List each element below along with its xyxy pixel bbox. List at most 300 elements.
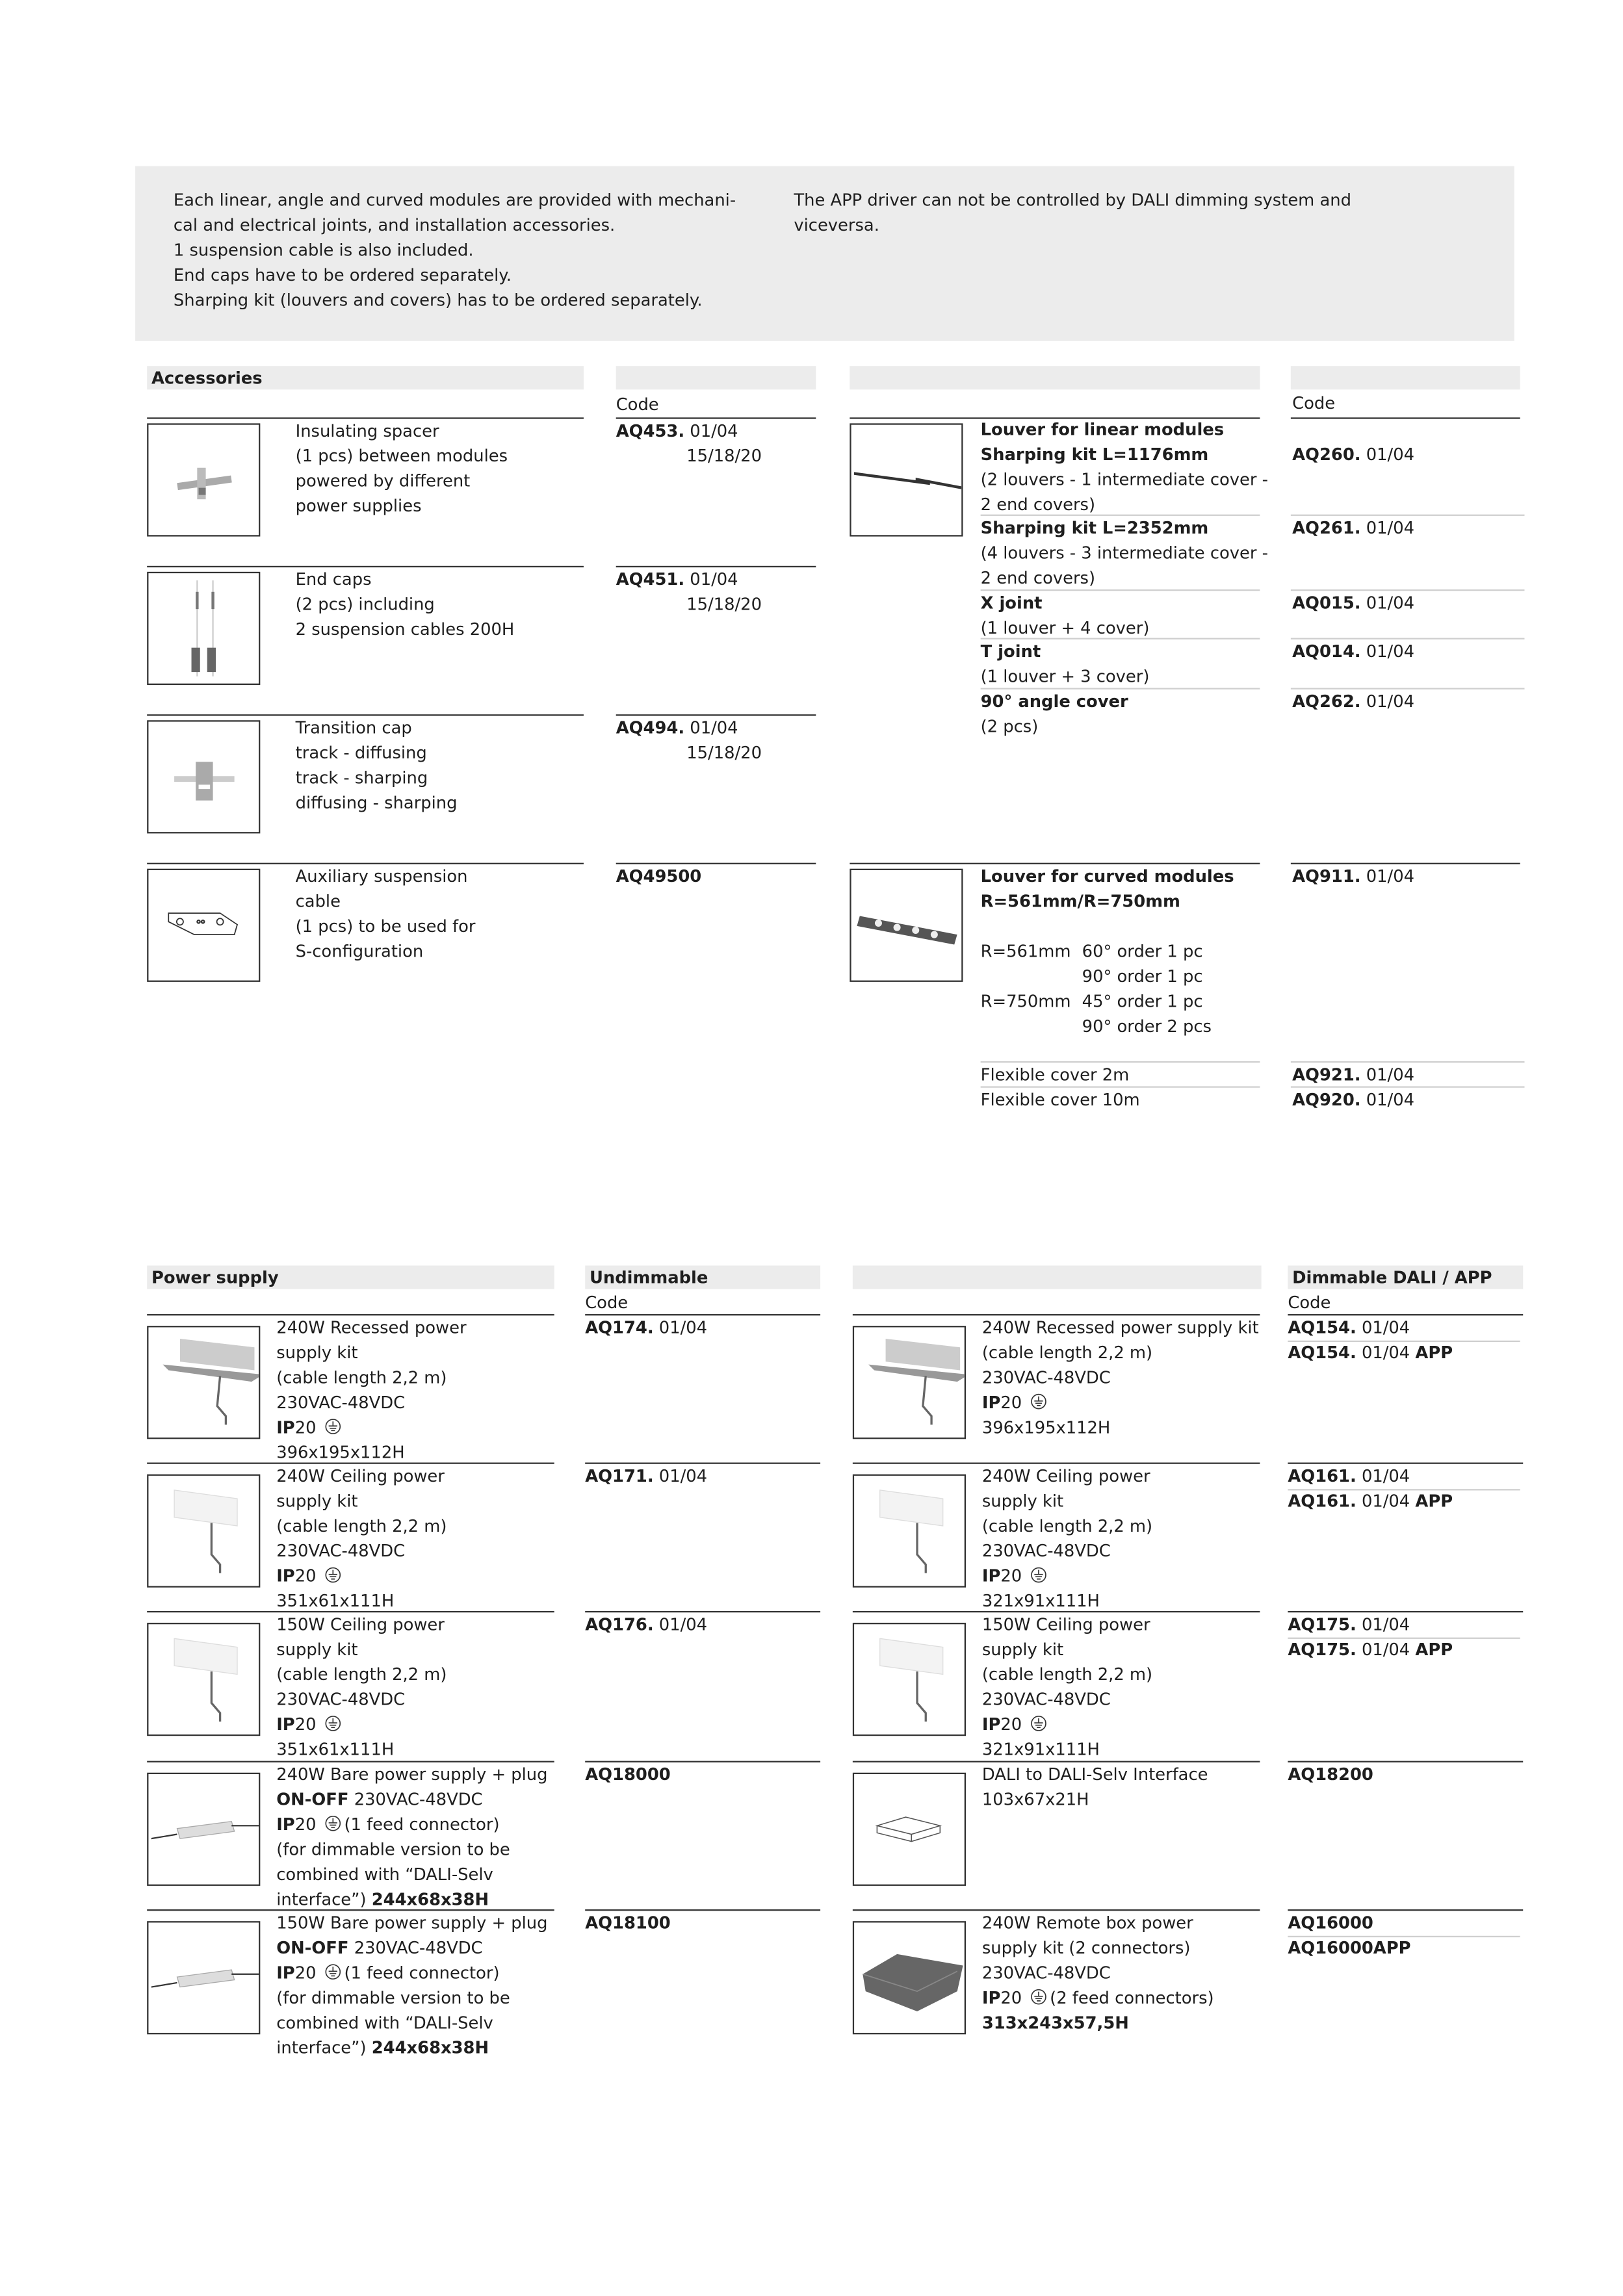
text-line [276,1514,447,1539]
product-image-ceiling-power-supply [853,1623,966,1736]
text-line [1288,1341,1453,1365]
text-line [616,593,762,617]
text-segment: 244x68x38H [371,2037,489,2058]
text-segment: AQ175. [1288,1614,1357,1635]
accessory-description [296,567,515,642]
text-segment: AQ015. [1292,592,1361,613]
product-image-end-caps [147,572,260,685]
text-line [982,1391,1259,1415]
ground-icon [325,1566,341,1582]
text-segment: 01/04 [653,1317,708,1338]
text-segment: AQ176. [585,1614,654,1635]
text-segment: 230VAC-48VDC [276,1540,406,1562]
text-line [296,716,458,740]
text-line [276,1712,447,1737]
text-segment: IP [276,1714,295,1735]
product-image-ceiling-power-supply [853,1475,966,1588]
text-line [1292,1088,1414,1113]
accessory-description [296,419,508,519]
heading-line: R=561mm/R=750mm [980,890,1180,912]
text-segment: 150W Ceiling power [981,1614,1150,1635]
text-segment: 240W Ceiling power [981,1465,1150,1486]
text-line [585,1315,707,1340]
undimmable-code [585,1911,671,1935]
text-line [276,1464,447,1489]
text-segment: 20 [294,1565,317,1586]
text-segment: 15/18/20 [686,742,762,763]
dimmable-code [1288,1464,1453,1514]
text-line [616,444,762,469]
text-segment: track - sharping [295,767,428,788]
text-line [585,1911,671,1935]
louver-kit-code [1292,516,1414,541]
text-line [276,1662,447,1687]
text-line [982,1712,1152,1737]
text-segment: 01/04 [1356,1342,1416,1363]
text-line [616,567,762,592]
text-segment: 20 [294,1417,317,1438]
text-segment: power supplies [295,495,422,516]
louver-kit-description [981,639,1150,690]
text-segment: 230VAC-48VDC [981,1367,1111,1388]
text-line [982,1514,1152,1539]
text-line [1292,690,1414,714]
text-line [296,864,476,889]
text-segment: 01/04 [1356,1317,1410,1338]
curve-radius: R=750mm [980,990,1071,1012]
text-segment: (1 pcs) to be used for [295,916,476,936]
text-line [981,591,1150,615]
text-segment: 230VAC-48VDC [348,1937,483,1958]
text-segment: diffusing - sharping [295,792,458,813]
text-segment: AQ921. [1292,1064,1361,1085]
accessory-description [296,864,476,964]
text-segment: 01/04 [1360,866,1414,886]
louver-curved-code [1292,864,1414,889]
text-line [982,1787,1208,1812]
text-segment: (1 pcs) between modules [295,445,508,466]
text-segment: 230VAC-48VDC [981,1688,1111,1710]
intro-text-line: The APP driver can not be controlled by DALI dimming system and [794,189,1351,211]
text-line [276,1612,447,1637]
text-line [1288,1489,1453,1514]
text-segment: IP [276,1565,295,1586]
text-line [296,791,458,816]
text-segment: (1 louver + 3 cover) [980,665,1150,687]
text-line [616,741,762,766]
text-line [982,1315,1259,1340]
text-segment: 20 [1000,1714,1022,1735]
text-line [982,1936,1214,1961]
product-image-transition-cap [147,720,260,833]
intro-text-line: cal and electrical joints, and installation accessories. [173,214,616,235]
text-segment: AQ260. [1292,444,1361,465]
text-segment: AQ494. [616,717,685,738]
curve-order: 90° order 1 pc [1082,966,1203,987]
louver-curved-heading [981,864,1234,914]
flexible-cover-label: Flexible cover 2m [980,1064,1130,1085]
text-segment: interface”) [276,1889,372,1910]
flexible-cover-label: Flexible cover 10m [980,1089,1140,1110]
text-line [585,1612,707,1637]
text-segment: supply kit [276,1638,358,1660]
undimmable-code [585,1762,671,1787]
text-segment: 90° angle cover [980,691,1128,712]
intro-notes-box [135,166,1514,341]
text-segment: AQ18100 [585,1912,671,1933]
text-segment: (cable length 2,2 m) [981,1515,1153,1536]
power-supply-description [276,1762,547,1913]
text-line [982,1464,1152,1489]
text-segment: 230VAC-48VDC [348,1788,483,1810]
text-line [981,690,1128,714]
dimmable-code [1288,1911,1410,1961]
ground-icon [1031,1392,1047,1408]
text-segment: AQ174. [585,1317,654,1338]
louver-kit-code [1292,690,1414,714]
power-supply-description [982,1315,1259,1440]
text-line [276,1887,547,1912]
intro-text-line: Sharping kit (louvers and covers) has to be ordered separately. [173,289,703,311]
text-line [296,567,515,592]
text-line [1292,591,1414,615]
text-segment: Auxiliary suspension [295,866,468,886]
text-segment: IP [276,1417,295,1438]
dimmable-code [1288,1612,1453,1662]
louver-kit-code [1292,591,1414,615]
text-line [276,1589,447,1614]
text-segment: AQ262. [1292,691,1361,712]
text-line [1292,639,1414,664]
text-line [982,1589,1152,1614]
text-segment: 230VAC-48VDC [981,1540,1111,1562]
text-line [296,914,476,939]
text-line [276,1936,547,1961]
text-segment: IP [981,1391,1001,1413]
louver-kit-description [981,591,1150,641]
text-line [296,939,476,964]
power-right-band [853,1265,1262,1289]
text-segment: (2 pcs) including [295,593,435,615]
text-segment: 240W Recessed power [276,1317,467,1338]
power-supply-description [982,1762,1208,1812]
text-line [276,1564,447,1589]
text-segment: 150W Bare power supply + plug [276,1912,548,1933]
text-line [1288,1315,1453,1340]
text-line [1288,1638,1453,1662]
text-segment: 230VAC-48VDC [276,1688,406,1710]
text-line [982,1539,1152,1564]
text-segment: 240W Recessed power supply kit [981,1317,1259,1338]
text-segment: AQ261. [1292,517,1361,538]
product-image-auxiliary-cable [147,869,260,982]
text-segment: 01/04 [684,569,738,589]
text-segment: 01/04 [653,1465,708,1486]
text-line [982,1489,1152,1514]
text-line [276,1911,547,1935]
text-segment: 313x243x57,5H [981,2012,1129,2033]
ground-icon [325,1814,341,1830]
text-segment: AQ451. [616,569,685,589]
product-image-louver-curved [850,869,963,982]
product-image-louver-linear [850,423,963,536]
text-segment: 2 end covers) [980,567,1096,588]
text-segment: (cable length 2,2 m) [276,1515,447,1536]
text-line [276,1863,547,1887]
text-line [296,741,458,766]
code-column-header: Code [1292,392,1336,413]
text-segment: 01/04 [1360,641,1414,662]
text-segment: AQ49500 [616,866,702,886]
text-segment: AQ154. [1288,1342,1357,1363]
text-segment: AQ911. [1292,866,1361,886]
text-line [981,516,1268,541]
text-line [276,1415,466,1440]
text-segment: (cable length 2,2 m) [276,1664,447,1685]
text-line [276,1837,547,1862]
text-segment: supply kit [276,1490,358,1512]
text-segment: APP [1415,1490,1453,1512]
text-segment: cable [295,890,341,912]
text-segment: 01/04 [1360,444,1414,465]
text-line [982,1961,1214,1985]
text-segment: 240W Ceiling power [276,1465,445,1486]
power-supply-description [276,1612,447,1762]
text-segment: (for dimmable version to be [276,1838,510,1860]
accessory-description [296,716,458,816]
dimmable-code [1288,1315,1453,1365]
divider [1291,417,1520,419]
text-segment: (cable length 2,2 m) [276,1367,447,1388]
text-segment: 01/04 [1356,1614,1410,1635]
intro-notes-right [794,188,1351,239]
text-segment: AQ171. [585,1465,654,1486]
undimmable-code [585,1612,707,1637]
text-segment: AQ453. [616,420,685,441]
text-segment: APP [1415,1638,1453,1660]
flexible-cover-code [1292,1063,1414,1087]
louver-kit-code [1292,639,1414,664]
text-segment: 240W Remote box power [981,1912,1193,1933]
text-segment: track - diffusing [295,742,427,763]
intro-notes-left [174,188,736,313]
product-image-ceiling-power-supply [147,1623,260,1736]
text-segment: 01/04 [1360,592,1414,613]
text-segment: AQ161. [1288,1490,1357,1512]
product-image-bare-power-supply [147,1921,260,2034]
text-line [1288,1612,1453,1637]
text-segment: supply kit [981,1638,1064,1660]
power-supply-description [276,1464,447,1614]
text-segment: Transition cap [295,717,412,738]
text-segment: 321x91x111H [981,1738,1100,1760]
text-line [276,1688,447,1712]
ground-icon [325,1417,341,1433]
dimmable-header: Dimmable DALI / APP [1288,1265,1523,1289]
louver-code-band [1291,366,1520,389]
ground-icon [1031,1566,1047,1582]
undimmable-code [585,1464,707,1489]
curve-order: 90° order 2 pcs [1082,1015,1212,1037]
text-line [982,1341,1259,1365]
curve-order: 60° order 1 pc [1082,940,1203,962]
text-line [276,1812,547,1837]
text-segment: IP [981,1714,1001,1735]
text-segment: AQ175. [1288,1638,1357,1660]
accessory-code [616,716,762,766]
text-line [276,1315,466,1340]
louver-kit-code [1292,443,1414,467]
text-line [276,2011,547,2035]
text-line [982,1365,1259,1390]
text-line [276,1365,466,1390]
text-line [296,419,508,444]
text-segment: (for dimmable version to be [276,1987,510,2008]
text-line [982,1638,1152,1662]
intro-text-line: Each linear, angle and curved modules are provided with mechani- [173,189,736,211]
text-segment: 2 end covers) [980,493,1096,515]
text-line [296,494,508,519]
text-line [1292,443,1414,467]
product-image-dali-interface [853,1773,966,1886]
text-segment: 230VAC-48VDC [981,1962,1111,1983]
text-line [276,1341,466,1365]
intro-text-line: End caps have to be ordered separately. [173,264,512,285]
intro-text-line: viceversa. [794,214,879,235]
accessories-header: Accessories [147,366,584,389]
text-line [982,2011,1214,2035]
text-segment: Insulating spacer [295,420,439,441]
text-line [276,1441,466,1465]
text-segment: IP [981,1987,1001,2008]
undimmable-code [585,1315,707,1340]
text-segment: 20 [294,1714,317,1735]
text-line [276,1762,547,1787]
product-image-ceiling-power-supply [147,1475,260,1588]
text-segment: (4 louvers - 3 intermediate cover - [980,542,1268,563]
text-segment: AQ920. [1292,1089,1361,1110]
product-image-recessed-power-supply [853,1326,966,1439]
text-line [981,664,1150,689]
text-segment: (1 feed connector) [344,1962,500,1983]
text-line [981,493,1268,517]
text-segment: Sharping kit L=1176mm [980,444,1209,465]
text-segment: 15/18/20 [686,445,762,466]
product-image-bare-power-supply [147,1773,260,1886]
power-supply-description [276,1911,547,2061]
text-line [982,1415,1259,1440]
louver-header-band [850,366,1260,389]
text-segment: 01/04 [1356,1490,1416,1512]
curve-radius: R=561mm [980,940,1071,962]
text-segment: 01/04 [1360,1064,1414,1085]
text-segment: End caps [295,569,372,589]
text-line [616,419,762,444]
text-line [1292,516,1414,541]
text-line [1292,864,1414,889]
text-segment: AQ16000APP [1288,1937,1411,1958]
text-line [585,1762,671,1787]
text-segment: (2 pcs) [980,716,1039,737]
text-line [981,443,1268,467]
text-line [616,864,702,889]
text-segment: 396x195x112H [981,1417,1111,1438]
text-segment: (cable length 2,2 m) [981,1664,1153,1685]
text-segment: 230VAC-48VDC [276,1391,406,1413]
text-segment: IP [981,1565,1001,1586]
text-segment: S-configuration [295,940,424,962]
louver-linear-heading: Louver for linear modules [980,419,1225,440]
undimmable-header: Undimmable [585,1265,820,1289]
text-segment: AQ014. [1292,641,1361,662]
text-line [982,1662,1152,1687]
text-line [982,1911,1214,1935]
text-line [296,766,458,790]
text-line [1288,1464,1453,1489]
text-segment: 01/04 [1360,1089,1414,1110]
text-segment: (1 feed connector) [344,1814,500,1835]
text-segment: 20 [1000,1565,1022,1586]
curve-order: 45° order 1 pc [1082,990,1203,1012]
accessory-code [616,567,762,617]
text-segment: DALI to DALI-Selv Interface [981,1764,1208,1785]
text-segment: AQ18000 [585,1764,671,1785]
text-segment: ON-OFF [276,1788,349,1810]
text-segment: Sharping kit L=2352mm [980,517,1209,538]
text-segment: 01/04 [1356,1465,1410,1486]
intro-text-line: 1 suspension cable is also included. [173,239,474,261]
product-image-recessed-power-supply [147,1326,260,1439]
power-supply-description [276,1315,466,1465]
text-segment: (1 louver + 4 cover) [980,617,1150,638]
text-segment: 01/04 [1356,1638,1416,1660]
text-line [982,1612,1152,1637]
text-segment: 244x68x38H [371,1889,489,1910]
text-segment: X joint [980,592,1043,613]
text-line [296,444,508,469]
product-image-insulating-spacer [147,423,260,536]
text-segment: 01/04 [684,717,738,738]
text-line [276,1961,547,1985]
text-line [1288,1911,1410,1935]
text-line [982,1986,1214,2011]
text-segment: 01/04 [653,1614,708,1635]
text-segment: 150W Ceiling power [276,1614,445,1635]
text-line [276,1986,547,2011]
text-segment: powered by different [295,470,471,491]
code-column-header: Code [616,394,659,415]
text-segment: T joint [980,641,1041,662]
louver-kit-description [981,516,1268,591]
code-column-header: Code [585,1292,629,1313]
text-segment: 103x67x21H [981,1788,1089,1810]
flexible-cover-code [1292,1088,1414,1113]
text-line [296,617,515,642]
text-line [1288,1762,1373,1787]
text-line [276,1737,447,1762]
text-line [296,469,508,494]
text-segment: AQ16000 [1288,1912,1373,1933]
text-line [981,541,1268,565]
text-segment: IP [276,1962,295,1983]
text-line [981,639,1150,664]
text-segment: 20 [294,1962,317,1983]
text-line [276,1539,447,1564]
louver-kit-description [981,690,1128,740]
text-segment: AQ154. [1288,1317,1357,1338]
ground-icon [325,1714,341,1730]
text-line [276,1489,447,1514]
